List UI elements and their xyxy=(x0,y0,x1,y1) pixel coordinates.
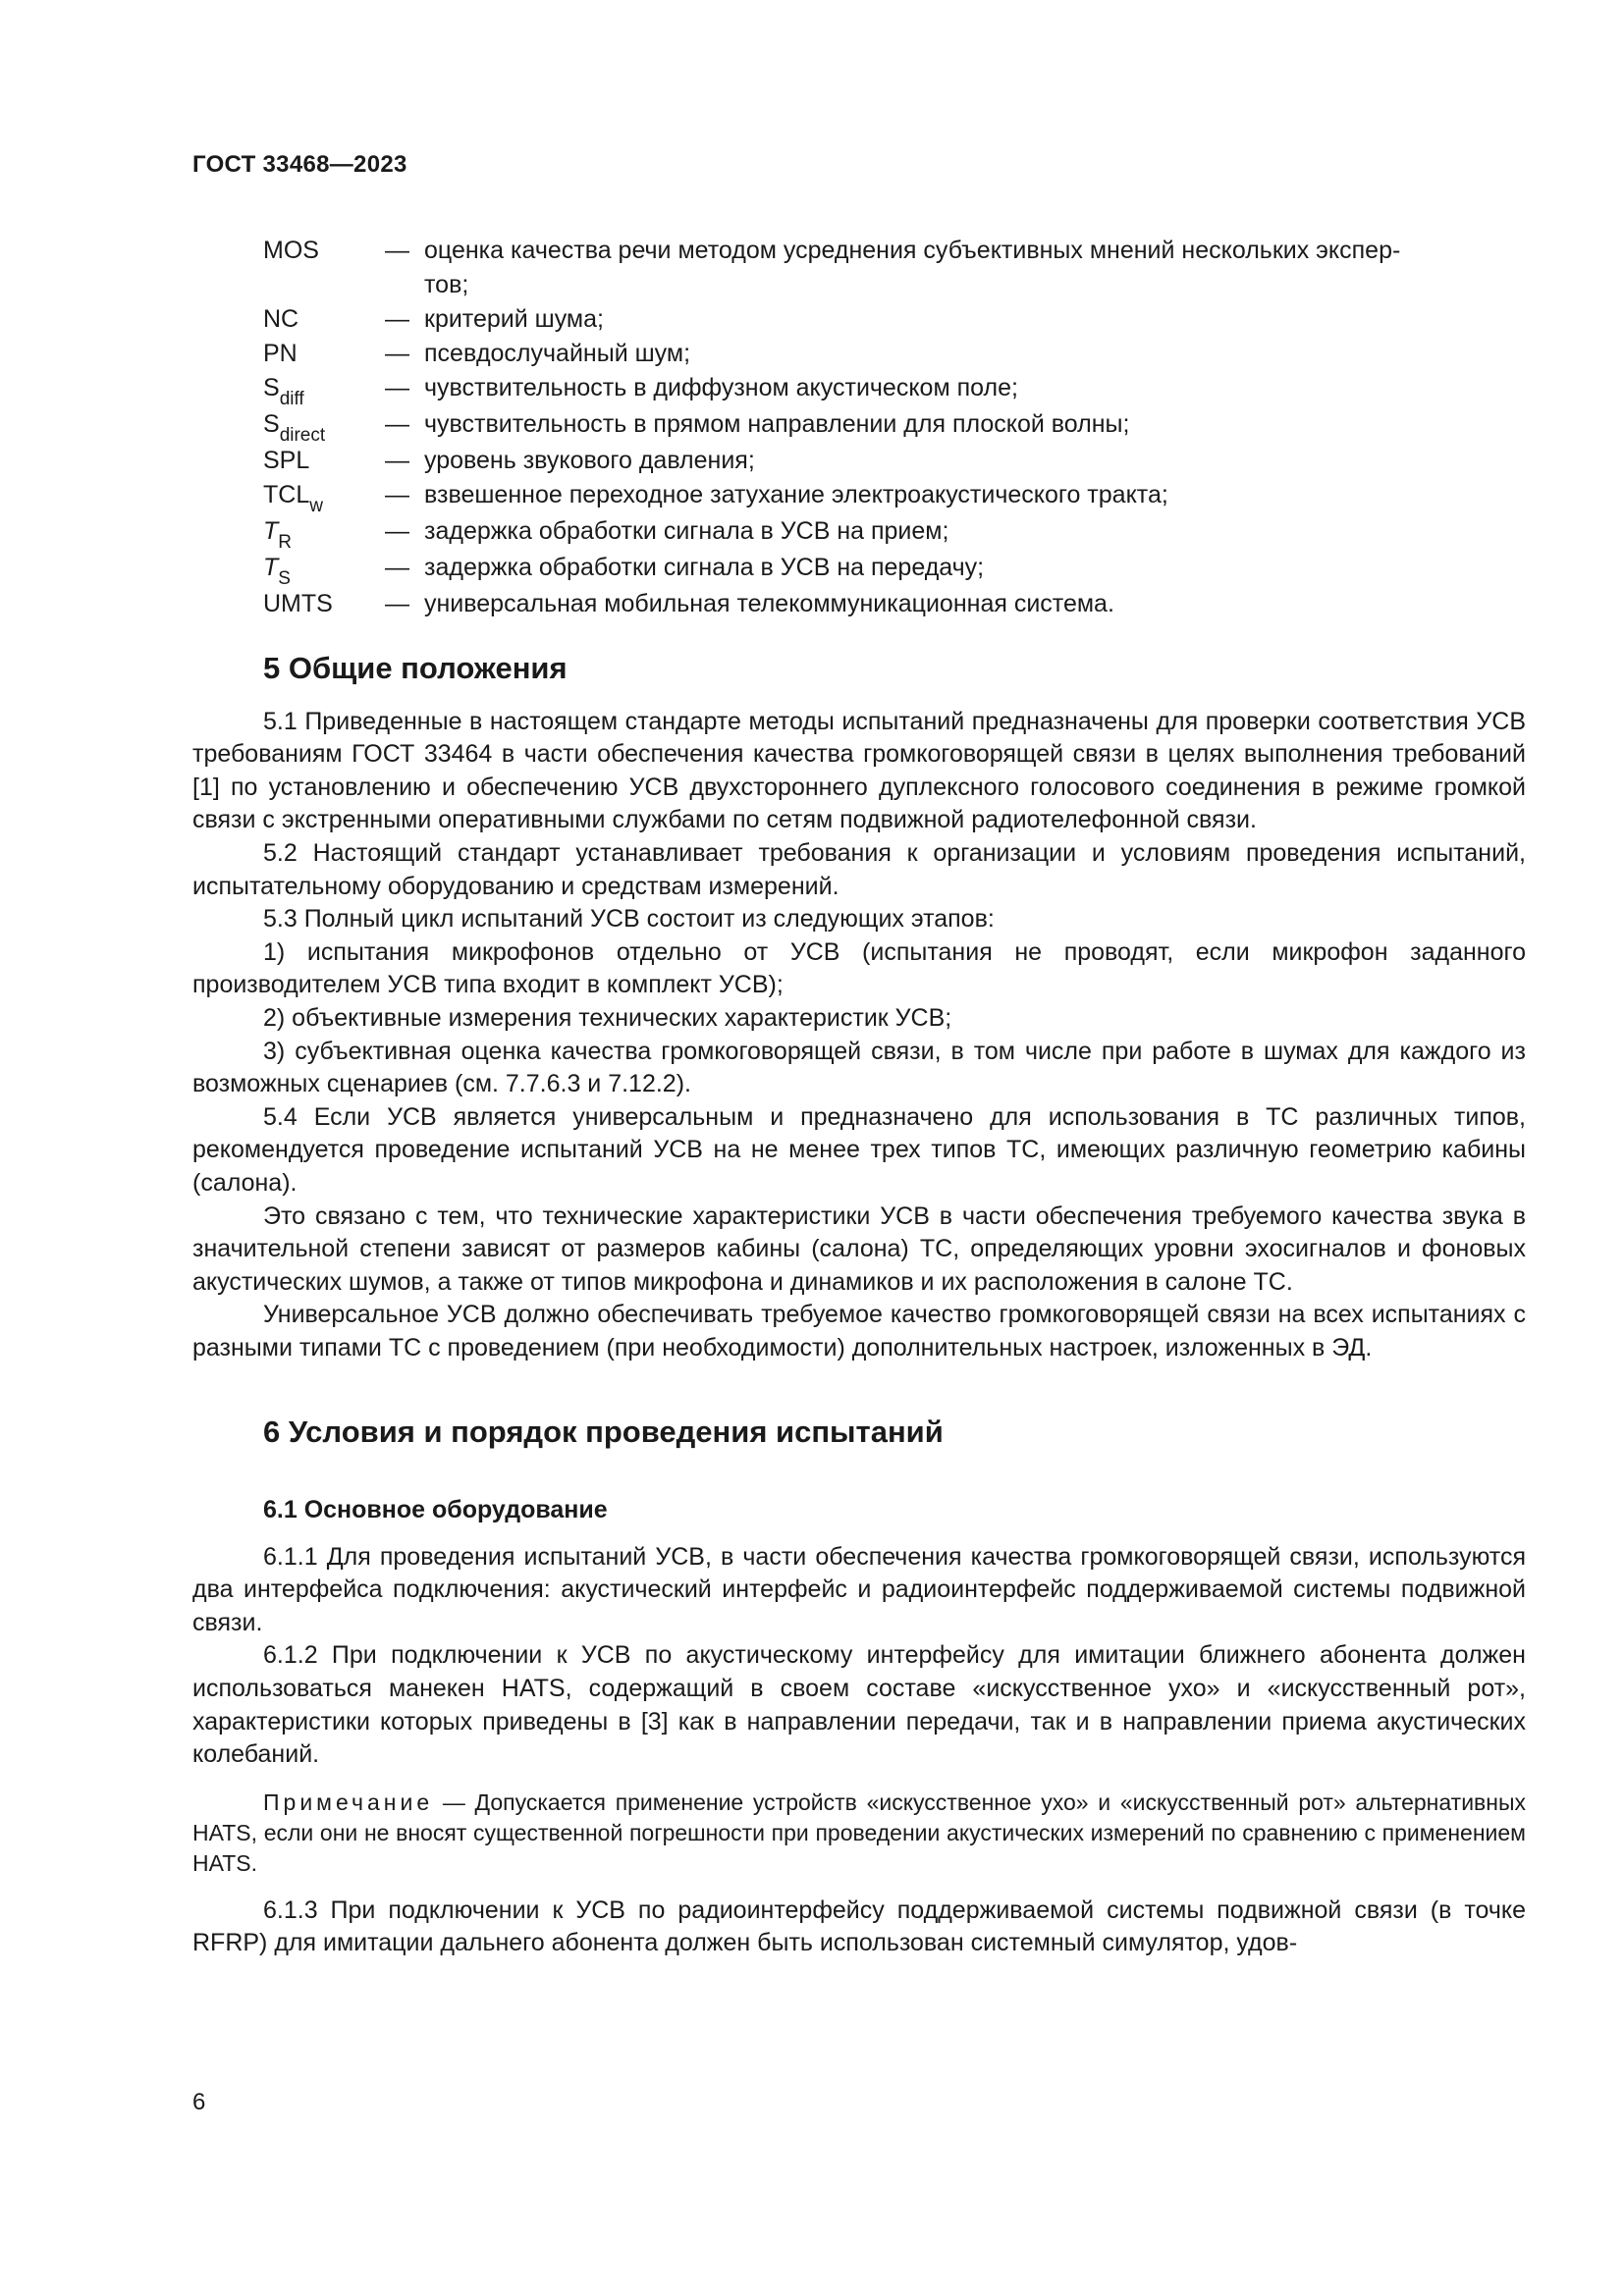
paragraph-6-1-3: 6.1.3 При подключении к УСВ по радиоинтерфейсу поддерживаемой системы подвижной связи (в точке RFRP) для имитации дальнего абонента должен быть использован системный симулятор, удов- xyxy=(192,1896,1526,1957)
abbreviation-row xyxy=(263,234,1526,302)
paragraph-5-4-universal: Универсальное УСВ должно обеспечивать требуемое качество громкоговорящей связи на всех испытаниях с разными типами ТС с проведением (при необходимости) дополнительных настроек, изложенных в ЭД. xyxy=(192,1301,1526,1362)
abbreviation-dash: — xyxy=(385,374,409,401)
abbreviation-term: SPL xyxy=(263,447,310,474)
abbreviation-term: NC xyxy=(263,305,299,333)
list-item-2: 2) объективные измерения технических характеристик УСВ; xyxy=(263,1003,952,1032)
paragraph-5-4: 5.4 Если УСВ является универсальным и предназначено для использования в ТС различных типов, рекомендуется проведение испытаний УСВ на не менее трех типов ТС, имеющих различную геометрию кабины (салона). xyxy=(192,1102,1526,1197)
abbreviation-row xyxy=(263,551,1526,587)
section-5-title: 5 Общие положения xyxy=(263,651,568,685)
abbreviation-definition: задержка обработки сигнала в УСВ на передачу; xyxy=(424,554,985,581)
paragraph-5-2: 5.2 Настоящий стандарт устанавливает требования к организации и условиям проведения испытаний, испытательному оборудованию и средствам измерений. xyxy=(192,838,1526,900)
abbreviation-definition: оценка качества речи методом усреднения субъективных мнений нескольких экспер- тов; xyxy=(424,237,1401,298)
abbreviation-row xyxy=(263,587,1526,621)
paragraph-6-1-1: 6.1.1 Для проведения испытаний УСВ, в части обеспечения качества громкоговорящей связи, используются два интерфейса подключения: акустический интерфейс и радиоинтерфейс поддерживаемой системы подвижной связи. xyxy=(192,1542,1526,1636)
paragraph-5-3: 5.3 Полный цикл испытаний УСВ состоит из следующих этапов: xyxy=(263,905,995,934)
abbreviation-term: PN xyxy=(263,340,298,367)
abbreviation-row xyxy=(263,514,1526,551)
document-body xyxy=(192,652,1526,1960)
abbreviation-definition: взвешенное переходное затухание электроакустического тракта; xyxy=(424,481,1168,508)
paragraph-5-4-explanation: Это связано с тем, что технические характеристики УСВ в части обеспечения требуемого качества звука в значительной степени зависят от размеров кабины (салона) ТС, определяющих уровни эхосигналов и фоновых акустических шумов, а также от типов микрофона и динамиков и их расположения в салоне ТС. xyxy=(192,1201,1526,1296)
abbreviation-term: $TCL_w$ xyxy=(263,481,323,516)
abbreviation-dash: — xyxy=(385,554,409,581)
abbreviation-definition: псевдослучайный шум; xyxy=(424,340,691,367)
abbreviation-definition: чувствительность в диффузном акустическом поле; xyxy=(424,374,1018,401)
note xyxy=(192,1788,1526,1879)
abbreviation-definition: уровень звукового давления; xyxy=(424,447,755,474)
abbreviation-term: UMTS xyxy=(263,590,333,617)
abbreviation-term: $T_R$ xyxy=(263,517,293,553)
abbreviation-row xyxy=(263,302,1526,337)
abbreviation-dash: — xyxy=(385,340,409,367)
section-6-title: 6 Условия и порядок проведения испытаний xyxy=(263,1415,944,1450)
abbreviation-term: $T_S$ xyxy=(263,554,291,589)
note-label: Примечание xyxy=(263,1789,434,1815)
abbreviation-definition: чувствительность в прямом направлении для плоской волны; xyxy=(424,410,1130,438)
abbreviation-dash: — xyxy=(385,447,409,474)
abbreviation-dash: — xyxy=(385,481,409,508)
paragraph-5-1: 5.1 Приведенные в настоящем стандарте методы испытаний предназначены для проверки соответствия УСВ требованиям ГОСТ 33464 в части обеспечения качества громкоговорящей связи в целях выполнения требований [1] по установлению и обеспечению УСВ двухстороннего дуплексного голосового соединения в режиме громкой связи с экстренными оперативными службами по сетям подвижной радиотелефонной связи. xyxy=(192,707,1526,834)
abbreviation-row xyxy=(263,337,1526,371)
abbreviation-row xyxy=(263,478,1526,514)
abbreviation-dash: — xyxy=(385,410,409,438)
abbreviation-term: $S_{direct}$ xyxy=(263,410,326,446)
note-text: — Допускается применение устройств «искусственное ухо» и «искусственный рот» альтернативных HATS, если они не вносят существенной погрешности при проведении акустических измерений по сравнению с применением HATS. xyxy=(192,1789,1526,1876)
page-number: 6 xyxy=(192,2089,206,2115)
abbreviation-dash: — xyxy=(385,517,409,545)
abbreviation-term: $S_{diff}$ xyxy=(263,374,304,409)
document-header: ГОСТ 33468—2023 xyxy=(192,151,407,178)
abbreviation-definition: универсальная мобильная телекоммуникационная система. xyxy=(424,590,1114,617)
abbreviation-list xyxy=(263,234,1526,621)
abbreviation-term: MOS xyxy=(263,237,319,264)
list-item-1: 1) испытания микрофонов отдельно от УСВ (испытания не проводят, если микрофон заданного производителем УСВ типа входит в комплект УСВ); xyxy=(192,937,1526,999)
subsection-6-1-title: 6.1 Основное оборудование xyxy=(263,1496,608,1524)
abbreviation-definition: задержка обработки сигнала в УСВ на прием; xyxy=(424,517,949,545)
abbreviation-dash: — xyxy=(385,590,409,617)
paragraph-6-1-2: 6.1.2 При подключении к УСВ по акустическому интерфейсу для имитации ближнего абонента должен использоваться манекен HATS, содержащий в своем составе «искусственное ухо» и «искусственный рот», характеристики которых приведены в [3] как в направлении передачи, так и в направлении приема акустических колебаний. xyxy=(192,1641,1526,1769)
list-item-3: 3) субъективная оценка качества громкоговорящей связи, в том числе при работе в шумах для каждого из возможных сценариев (см. 7.7.6.3 и 7.12.2). xyxy=(192,1037,1526,1098)
abbreviation-definition: критерий шума; xyxy=(424,305,604,333)
abbreviation-dash: — xyxy=(385,237,409,264)
abbreviation-row xyxy=(263,407,1526,444)
abbreviation-dash: — xyxy=(385,305,409,333)
abbreviation-row xyxy=(263,371,1526,407)
abbreviation-row xyxy=(263,444,1526,478)
